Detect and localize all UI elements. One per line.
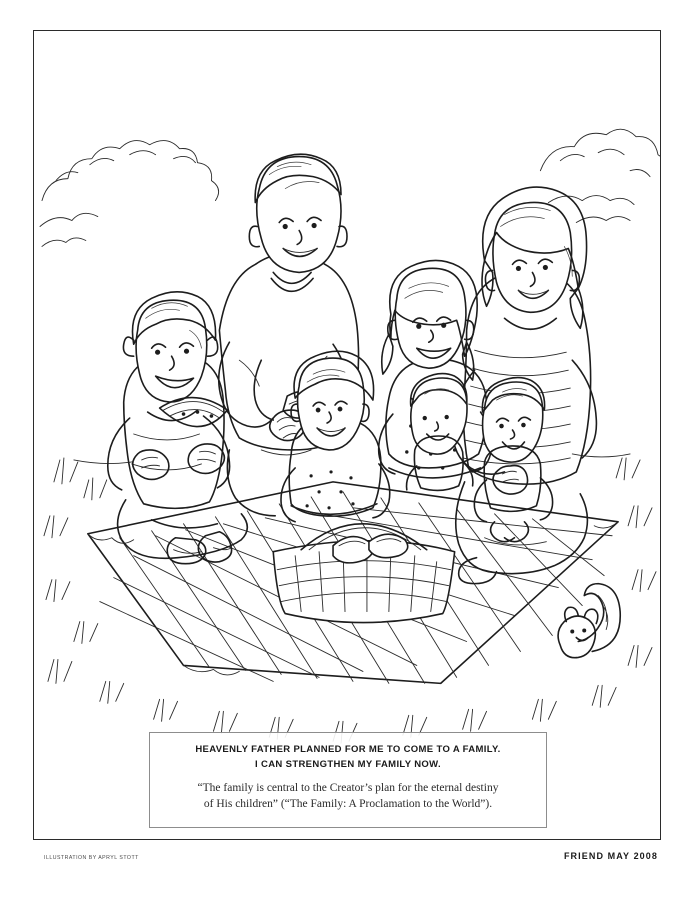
caption-line-2: I CAN STRENGTHEN MY FAMILY NOW. [255,759,441,770]
caption-box [149,732,547,828]
baby-left [407,374,473,491]
caption-quote-line-2: of His children” (“The Family: A Proclamation to the World”). [203,798,493,810]
caption-quote [160,780,536,812]
illustration-credit: ILLUSTRATION BY APRYL STOTT [44,855,139,861]
artwork-frame [33,30,661,840]
artwork-canvas [34,31,660,839]
caption-line-1: HEAVENLY FATHER PLANNED FOR ME TO COME TO A FAMILY. [195,744,501,755]
squirrel [558,584,620,658]
caption-quote-line-1: “The family is central to the Creator’s plan for the eternal destiny [197,782,499,794]
publication-credit: FRIEND MAY 2008 [563,851,658,861]
father [219,154,359,516]
